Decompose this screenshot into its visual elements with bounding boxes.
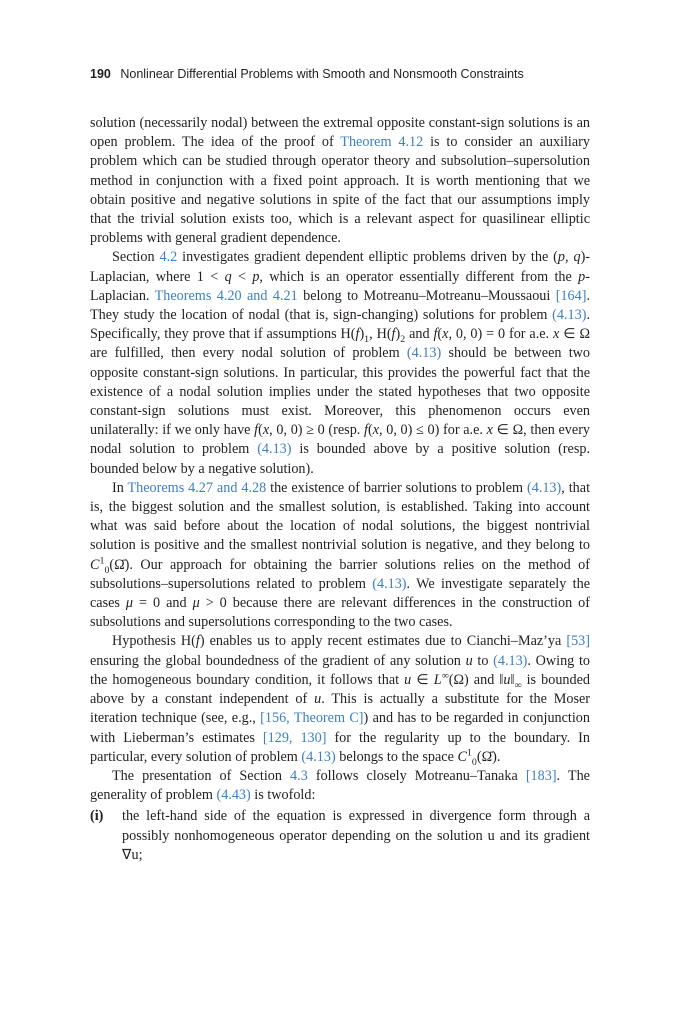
- theorem-4-12-link[interactable]: Theorem 4.12: [340, 134, 424, 151]
- generality-list: [90, 807, 590, 865]
- ref-183-link[interactable]: [183]: [525, 767, 557, 784]
- running-header: [90, 67, 590, 81]
- ref-156-link[interactable]: [156, Theorem C]: [260, 710, 364, 727]
- paragraph-5: The presentation of Section 4.3 follows closely Motreanu–Tanaka [183]. The generality of problem (4.43) is twofold:: [90, 767, 590, 804]
- ref-164-link[interactable]: [164]: [555, 287, 587, 304]
- eq-4-13-link[interactable]: (4.13): [301, 748, 336, 765]
- theorems-4-27-4-28-link[interactable]: Theorems 4.27 and 4.28: [127, 479, 267, 496]
- paragraph-3: In Theorems 4.27 and 4.28 the existence of barrier solutions to problem (4.13), that is, the biggest solution and the smallest solution, is established. Taking into account what was said before about the location of nodal solutions, the biggest nontrivial solution is positive and the smallest nontrivial solution is negative, and they belong to $C^1_0(\Omegā)$. Our approach for obtaining the barrier solutions relies on the method of subsolutions–supersolutions related to problem (4.13). We investigate separately the cases μ = 0 and μ > 0 because there are relevant differences in the construction of subsolutions and supersolutions corresponding to the two cases.: [90, 479, 591, 631]
- eq-4-13-link[interactable]: (4.13): [493, 652, 528, 669]
- list-item: [90, 807, 590, 865]
- eq-4-13-link[interactable]: (4.13): [257, 441, 292, 458]
- eq-4-13-link[interactable]: (4.13): [406, 345, 442, 362]
- eq-4-13-link[interactable]: (4.13): [552, 307, 587, 324]
- ref-53-link[interactable]: [53]: [566, 633, 590, 650]
- paragraph-4: Hypothesis H(f) enables us to apply recent estimates due to Cianchi–Maz’ya [53] ensuring the global boundedness of the gradient of any solution u to (4.13). Owing to the homogeneous boundary condition, it follows that u ∈ L∞(Ω) and $‖u‖_\infty$ is bounded above by a constant independent of u. This is actually a substitute for the Moser iteration technique (see, e.g., [156, Theorem C]) and has to be regarded in conjunction with Lieberman’s estimates [129, 130] for the regularity up to the boundary. In particular, every solution of problem (4.13) belongs to the space $C^1_0(\Omegā)$.: [90, 633, 591, 768]
- theorems-4-20-4-21-link[interactable]: Theorems 4.20 and 4.21: [154, 287, 298, 304]
- section-4-3-link[interactable]: 4.3: [290, 767, 308, 784]
- ref-129-130-link[interactable]: [129, 130]: [262, 729, 327, 746]
- eq-4-13-link[interactable]: (4.13): [526, 479, 562, 496]
- paragraph-2: Section 4.2 investigates gradient dependent elliptic problems driven by the (p, q)-Laplacian, where 1 < q < p, which is an operator essentially different from the p-Laplacian. Theorems 4.20 and 4.21 belong to Motreanu–Motreanu–Moussaoui [164]. They study the location of nodal (that is, sign-changing) solutions for problem (4.13). Specifically, they prove that if assumptions $H(f)_1$, $H(f)_2$ and f(x, 0, 0) = 0 for a.e. x ∈ Ω are fulfilled, then every nodal solution of problem (4.13) should be between two opposite constant-sign solutions. In particular, this provides the powerful fact that the existence of a nodal solution implies under the stated hypotheses that two opposite constant-sign solutions must exist. Moreover, this phenomenon occurs even unilaterally: if we only have f(x, 0, 0) ≥ 0 (resp. f(x, 0, 0) ≤ 0) for a.e. x ∈ Ω, then every nodal solution to problem (4.13) is bounded above by a positive solution (resp. bounded below by a negative solution).: [90, 249, 591, 477]
- running-title: Nonlinear Differential Problems with Smooth and Nonsmooth Constraints: [120, 67, 524, 81]
- list-item-label: (i): [90, 808, 104, 825]
- list-item-text: the left-hand side of the equation is expressed in divergence form through a possibly nonhomogeneous operator depending on the solution u and its gradient ∇u;: [122, 808, 590, 863]
- eq-4-43-link[interactable]: (4.43): [216, 787, 251, 804]
- eq-4-13-link[interactable]: (4.13): [372, 575, 407, 592]
- paragraph-1: solution (necessarily nodal) between the extremal opposite constant-sign solutions is an open problem. The idea of the proof of Theorem 4.12 is to consider an auxiliary problem which can be studied through operator theory and subsolution–supersolution method in conjunction with a fixed point approach. It is worth mentioning that we obtain positive and negative solutions in spite of the fact that our assumptions imply that the trivial solution exists too, which is a relevant aspect for quasilinear elliptic problems with general gradient dependence.: [90, 115, 590, 247]
- section-4-2-link[interactable]: 4.2: [159, 249, 178, 266]
- page-number: 190: [90, 67, 111, 81]
- page-body: [90, 114, 590, 865]
